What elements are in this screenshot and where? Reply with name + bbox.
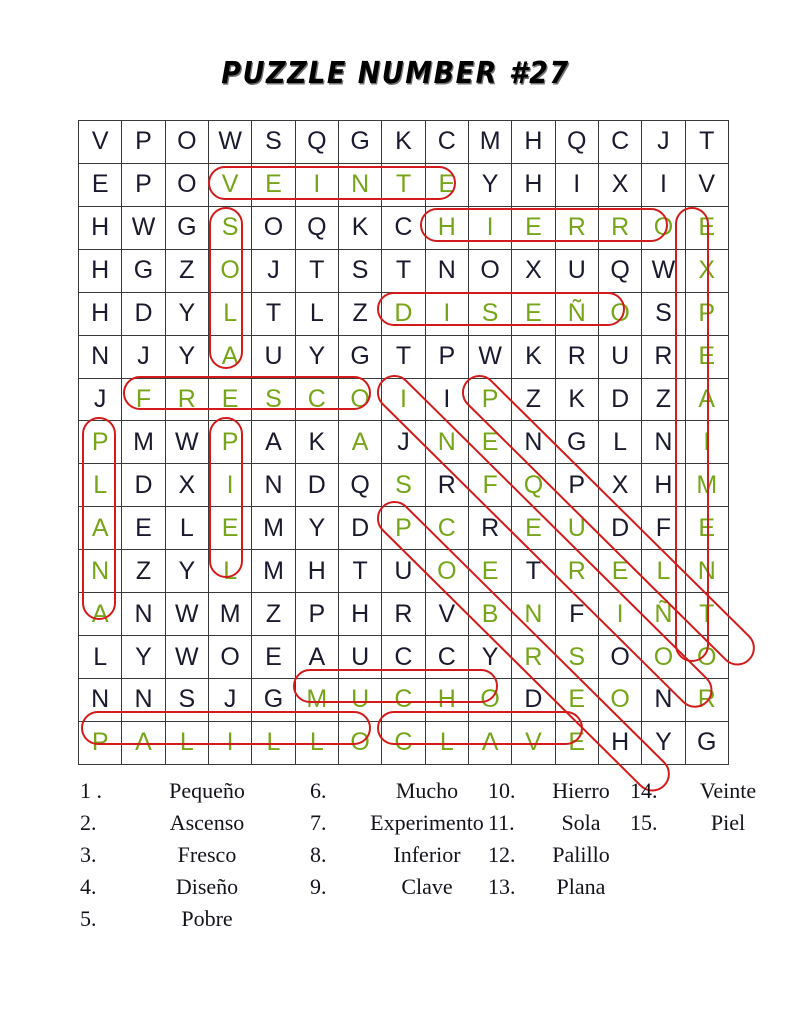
grid-cell[interactable]: G: [685, 721, 728, 764]
grid-cell[interactable]: N: [338, 163, 381, 206]
grid-cell[interactable]: W: [165, 636, 208, 679]
grid-cell[interactable]: S: [555, 636, 598, 679]
grid-cell[interactable]: E: [512, 206, 555, 249]
grid-cell[interactable]: R: [598, 206, 641, 249]
grid-cell[interactable]: C: [598, 121, 641, 164]
grid-cell[interactable]: J: [382, 421, 425, 464]
grid-cell[interactable]: Z: [252, 593, 295, 636]
grid-cell[interactable]: P: [555, 464, 598, 507]
word-list-item: [488, 810, 628, 842]
grid-cell[interactable]: E: [685, 335, 728, 378]
grid-row: [79, 163, 729, 206]
grid-cell[interactable]: C: [425, 121, 468, 164]
grid-cell[interactable]: T: [252, 292, 295, 335]
grid-cell[interactable]: Y: [165, 550, 208, 593]
grid-cell[interactable]: T: [685, 121, 728, 164]
word-list-item-word: Fresco: [177, 842, 237, 867]
grid-cell[interactable]: L: [165, 721, 208, 764]
grid-cell[interactable]: Ñ: [555, 292, 598, 335]
grid-cell[interactable]: O: [165, 163, 208, 206]
word-list-item-number: 7.: [310, 810, 327, 835]
grid-cell[interactable]: C: [382, 206, 425, 249]
grid-cell[interactable]: D: [598, 378, 641, 421]
grid-cell[interactable]: W: [122, 206, 165, 249]
grid-cell[interactable]: U: [338, 678, 381, 721]
grid-cell[interactable]: O: [598, 678, 641, 721]
word-list-item-number: 8.: [310, 842, 327, 867]
grid-cell[interactable]: K: [555, 378, 598, 421]
grid-cell[interactable]: E: [208, 378, 251, 421]
grid-cell[interactable]: Q: [338, 464, 381, 507]
letter-grid-table: [78, 120, 729, 765]
grid-row: [79, 378, 729, 421]
grid-cell[interactable]: B: [468, 593, 511, 636]
grid-cell[interactable]: K: [512, 335, 555, 378]
grid-cell[interactable]: R: [642, 335, 685, 378]
grid-cell[interactable]: A: [338, 421, 381, 464]
grid-cell[interactable]: A: [79, 507, 122, 550]
grid-cell[interactable]: H: [598, 721, 641, 764]
grid-cell[interactable]: U: [252, 335, 295, 378]
grid-cell[interactable]: H: [338, 593, 381, 636]
word-list-item-number: 3.: [80, 842, 97, 867]
word-list-item-word: Mucho: [395, 778, 459, 803]
word-list-item-number: 6.: [310, 778, 327, 803]
grid-cell[interactable]: L: [295, 292, 338, 335]
grid-cell[interactable]: S: [468, 292, 511, 335]
grid-cell[interactable]: J: [208, 678, 251, 721]
grid-cell[interactable]: E: [685, 206, 728, 249]
grid-cell[interactable]: R: [512, 636, 555, 679]
grid-cell[interactable]: S: [252, 378, 295, 421]
grid-cell[interactable]: A: [122, 721, 165, 764]
word-list-column-2: [310, 778, 510, 906]
grid-cell[interactable]: D: [598, 507, 641, 550]
grid-cell[interactable]: G: [252, 678, 295, 721]
grid-cell[interactable]: H: [425, 206, 468, 249]
grid-cell[interactable]: Y: [122, 636, 165, 679]
grid-cell[interactable]: P: [122, 121, 165, 164]
grid-cell[interactable]: H: [512, 121, 555, 164]
grid-cell[interactable]: G: [338, 121, 381, 164]
grid-cell[interactable]: D: [122, 292, 165, 335]
word-list-item: [80, 906, 290, 938]
grid-cell[interactable]: H: [512, 163, 555, 206]
grid-row: [79, 507, 729, 550]
grid-cell[interactable]: R: [555, 335, 598, 378]
word-list-item-word: Palillo: [552, 842, 610, 867]
grid-cell[interactable]: L: [208, 550, 251, 593]
grid-row: [79, 292, 729, 335]
grid-cell[interactable]: S: [338, 249, 381, 292]
grid-cell[interactable]: F: [122, 378, 165, 421]
grid-cell[interactable]: E: [512, 292, 555, 335]
grid-cell[interactable]: T: [382, 163, 425, 206]
grid-cell[interactable]: H: [79, 249, 122, 292]
grid-cell[interactable]: E: [208, 507, 251, 550]
grid-row: [79, 636, 729, 679]
grid-cell[interactable]: T: [295, 249, 338, 292]
grid-cell[interactable]: N: [685, 550, 728, 593]
grid-cell[interactable]: E: [555, 678, 598, 721]
grid-cell[interactable]: Y: [295, 335, 338, 378]
word-list-item: [80, 842, 290, 874]
grid-cell[interactable]: P: [122, 163, 165, 206]
word-list-item-number: 4.: [80, 874, 97, 899]
grid-cell[interactable]: L: [425, 721, 468, 764]
grid-cell[interactable]: I: [208, 464, 251, 507]
word-list-item-number: 12.: [488, 842, 516, 867]
grid-cell[interactable]: J: [79, 378, 122, 421]
grid-cell[interactable]: I: [685, 421, 728, 464]
grid-cell[interactable]: Z: [165, 249, 208, 292]
word-search-grid[interactable]: [78, 120, 718, 757]
grid-cell[interactable]: U: [338, 636, 381, 679]
grid-row: [79, 550, 729, 593]
grid-cell[interactable]: O: [338, 721, 381, 764]
grid-cell[interactable]: N: [122, 593, 165, 636]
grid-cell[interactable]: Q: [598, 249, 641, 292]
word-list-item-number: 15.: [630, 810, 658, 835]
grid-cell[interactable]: Z: [122, 550, 165, 593]
grid-cell[interactable]: Y: [295, 507, 338, 550]
grid-cell[interactable]: J: [252, 249, 295, 292]
grid-cell[interactable]: O: [598, 636, 641, 679]
grid-cell[interactable]: A: [295, 636, 338, 679]
grid-cell[interactable]: X: [165, 464, 208, 507]
grid-cell[interactable]: I: [598, 593, 641, 636]
word-list-item-word: Sola: [561, 810, 601, 835]
page-title: PUZZLE NUMBER #27: [221, 56, 570, 91]
grid-cell[interactable]: Q: [555, 121, 598, 164]
grid-cell[interactable]: O: [208, 636, 251, 679]
grid-cell[interactable]: V: [685, 163, 728, 206]
grid-cell[interactable]: Q: [295, 206, 338, 249]
grid-cell[interactable]: N: [79, 550, 122, 593]
grid-cell[interactable]: R: [425, 464, 468, 507]
grid-row: [79, 121, 729, 164]
grid-cell[interactable]: E: [598, 550, 641, 593]
grid-cell[interactable]: O: [425, 550, 468, 593]
grid-cell[interactable]: L: [79, 636, 122, 679]
grid-cell[interactable]: N: [79, 335, 122, 378]
grid-cell[interactable]: U: [598, 335, 641, 378]
grid-row: [79, 206, 729, 249]
word-list-item-number: 10.: [488, 778, 516, 803]
grid-cell[interactable]: E: [468, 421, 511, 464]
grid-cell[interactable]: L: [208, 292, 251, 335]
grid-cell[interactable]: N: [252, 464, 295, 507]
grid-cell[interactable]: I: [468, 206, 511, 249]
grid-cell[interactable]: S: [642, 292, 685, 335]
grid-cell[interactable]: E: [685, 507, 728, 550]
word-list-item-number: 13.: [488, 874, 516, 899]
grid-cell[interactable]: S: [252, 121, 295, 164]
grid-cell[interactable]: H: [79, 206, 122, 249]
word-list-item: [630, 778, 780, 810]
word-list-item-word: Experimento: [370, 810, 484, 835]
grid-cell[interactable]: H: [79, 292, 122, 335]
grid-cell[interactable]: E: [252, 636, 295, 679]
word-list-item-number: 11.: [488, 810, 515, 835]
word-list-item: [310, 778, 510, 810]
grid-cell[interactable]: F: [555, 593, 598, 636]
grid-cell[interactable]: P: [425, 335, 468, 378]
grid-cell[interactable]: D: [512, 678, 555, 721]
word-list-item-number: 5.: [80, 906, 97, 931]
grid-cell[interactable]: S: [208, 206, 251, 249]
grid-cell[interactable]: C: [425, 507, 468, 550]
grid-cell[interactable]: O: [252, 206, 295, 249]
grid-cell[interactable]: A: [79, 593, 122, 636]
word-list-item-word: Clave: [401, 874, 453, 899]
grid-cell[interactable]: F: [642, 507, 685, 550]
word-list-item-word: Veinte: [699, 778, 757, 803]
grid-cell[interactable]: I: [382, 378, 425, 421]
grid-cell[interactable]: O: [642, 206, 685, 249]
word-list-column-4: [630, 778, 780, 842]
grid-cell[interactable]: P: [382, 507, 425, 550]
grid-cell[interactable]: P: [685, 292, 728, 335]
grid-cell[interactable]: T: [338, 550, 381, 593]
grid-row: [79, 335, 729, 378]
grid-row: [79, 721, 729, 764]
grid-cell[interactable]: P: [468, 378, 511, 421]
grid-cell[interactable]: N: [122, 678, 165, 721]
grid-cell[interactable]: T: [685, 593, 728, 636]
grid-cell[interactable]: P: [79, 721, 122, 764]
grid-cell[interactable]: P: [208, 421, 251, 464]
grid-cell[interactable]: O: [468, 249, 511, 292]
grid-cell[interactable]: A: [685, 378, 728, 421]
grid-cell[interactable]: K: [382, 121, 425, 164]
grid-cell[interactable]: Y: [165, 335, 208, 378]
grid-cell[interactable]: E: [512, 507, 555, 550]
grid-cell[interactable]: Z: [642, 378, 685, 421]
grid-cell[interactable]: N: [425, 249, 468, 292]
word-list-item: [310, 810, 510, 842]
word-list-column-3: [488, 778, 628, 906]
grid-cell[interactable]: R: [165, 378, 208, 421]
word-list-item-number: 14.: [630, 778, 658, 803]
grid-cell[interactable]: E: [555, 721, 598, 764]
grid-cell[interactable]: C: [382, 678, 425, 721]
word-list-item-word: Pequeño: [169, 778, 245, 803]
grid-cell[interactable]: V: [208, 163, 251, 206]
grid-cell[interactable]: N: [642, 421, 685, 464]
grid-cell[interactable]: G: [555, 421, 598, 464]
grid-cell[interactable]: O: [208, 249, 251, 292]
grid-cell[interactable]: N: [425, 421, 468, 464]
grid-cell[interactable]: K: [295, 421, 338, 464]
grid-cell[interactable]: H: [295, 550, 338, 593]
grid-cell[interactable]: M: [208, 593, 251, 636]
word-list-item: [80, 778, 290, 810]
word-list-item-number: 2.: [80, 810, 97, 835]
grid-cell[interactable]: L: [598, 421, 641, 464]
grid-cell[interactable]: Y: [468, 636, 511, 679]
grid-cell[interactable]: G: [165, 206, 208, 249]
grid-cell[interactable]: Q: [295, 121, 338, 164]
grid-cell[interactable]: G: [338, 335, 381, 378]
grid-cell[interactable]: U: [382, 550, 425, 593]
grid-cell[interactable]: W: [165, 593, 208, 636]
word-list-item-word: Inferior: [393, 842, 461, 867]
grid-cell[interactable]: E: [122, 507, 165, 550]
grid-cell[interactable]: X: [598, 464, 641, 507]
grid-cell[interactable]: L: [79, 464, 122, 507]
grid-cell[interactable]: Y: [468, 163, 511, 206]
grid-row: [79, 464, 729, 507]
grid-cell[interactable]: N: [512, 421, 555, 464]
grid-cell[interactable]: C: [425, 636, 468, 679]
grid-cell[interactable]: R: [382, 593, 425, 636]
grid-cell[interactable]: A: [208, 335, 251, 378]
grid-cell[interactable]: L: [642, 550, 685, 593]
grid-cell[interactable]: R: [555, 206, 598, 249]
grid-cell[interactable]: O: [165, 121, 208, 164]
grid-cell[interactable]: C: [382, 636, 425, 679]
grid-row: [79, 421, 729, 464]
grid-cell[interactable]: T: [382, 249, 425, 292]
grid-cell[interactable]: W: [642, 249, 685, 292]
grid-cell[interactable]: Q: [512, 464, 555, 507]
grid-cell[interactable]: D: [382, 292, 425, 335]
grid-cell[interactable]: F: [468, 464, 511, 507]
grid-cell[interactable]: Z: [338, 292, 381, 335]
word-list-item: [310, 842, 510, 874]
word-list-item: [310, 874, 510, 906]
word-list-item-word: Plana: [556, 874, 606, 899]
word-list-item: [80, 810, 290, 842]
grid-cell[interactable]: R: [555, 550, 598, 593]
grid-cell[interactable]: Y: [165, 292, 208, 335]
grid-cell[interactable]: Z: [512, 378, 555, 421]
grid-cell[interactable]: A: [468, 721, 511, 764]
grid-cell[interactable]: H: [642, 464, 685, 507]
grid-cell[interactable]: R: [685, 678, 728, 721]
grid-cell[interactable]: O: [598, 292, 641, 335]
grid-cell[interactable]: O: [338, 378, 381, 421]
grid-cell[interactable]: I: [555, 163, 598, 206]
grid-cell[interactable]: E: [425, 163, 468, 206]
grid-cell[interactable]: J: [642, 121, 685, 164]
grid-cell[interactable]: R: [468, 507, 511, 550]
grid-cell[interactable]: O: [642, 636, 685, 679]
grid-cell[interactable]: D: [295, 464, 338, 507]
grid-cell[interactable]: P: [79, 421, 122, 464]
grid-cell[interactable]: O: [468, 678, 511, 721]
word-list-item-word: Ascenso: [169, 810, 245, 835]
word-list-item-word: Diseño: [175, 874, 239, 899]
grid-cell[interactable]: N: [79, 678, 122, 721]
grid-row: [79, 593, 729, 636]
grid-cell[interactable]: E: [468, 550, 511, 593]
grid-cell[interactable]: N: [512, 593, 555, 636]
grid-cell[interactable]: L: [165, 507, 208, 550]
grid-cell[interactable]: W: [208, 121, 251, 164]
grid-cell[interactable]: Y: [642, 721, 685, 764]
grid-cell[interactable]: L: [295, 721, 338, 764]
grid-cell[interactable]: G: [122, 249, 165, 292]
word-list-item: [488, 778, 628, 810]
grid-cell[interactable]: T: [382, 335, 425, 378]
grid-cell[interactable]: T: [512, 550, 555, 593]
word-list-item-word: Pobre: [181, 906, 233, 931]
word-list-item: [630, 810, 780, 842]
grid-cell[interactable]: O: [685, 636, 728, 679]
grid-cell[interactable]: D: [122, 464, 165, 507]
grid-cell[interactable]: E: [252, 163, 295, 206]
grid-cell[interactable]: V: [79, 121, 122, 164]
grid-cell[interactable]: I: [295, 163, 338, 206]
word-list-item-number: 9.: [310, 874, 327, 899]
word-list-column-1: [80, 778, 290, 938]
grid-cell[interactable]: J: [122, 335, 165, 378]
grid-cell[interactable]: U: [555, 507, 598, 550]
grid-cell[interactable]: M: [295, 678, 338, 721]
word-list-item: [80, 874, 290, 906]
word-list-item: [488, 874, 628, 906]
grid-cell[interactable]: C: [382, 721, 425, 764]
grid-cell[interactable]: A: [252, 421, 295, 464]
grid-cell[interactable]: M: [122, 421, 165, 464]
grid-cell[interactable]: H: [425, 678, 468, 721]
grid-cell[interactable]: W: [165, 421, 208, 464]
grid-cell[interactable]: I: [425, 378, 468, 421]
grid-cell[interactable]: M: [252, 507, 295, 550]
grid-cell[interactable]: V: [512, 721, 555, 764]
word-list-item: [488, 842, 628, 874]
grid-cell[interactable]: W: [468, 335, 511, 378]
grid-cell[interactable]: E: [79, 163, 122, 206]
grid-cell[interactable]: X: [598, 163, 641, 206]
grid-cell[interactable]: S: [382, 464, 425, 507]
word-list-item-word: Hierro: [552, 778, 610, 803]
grid-cell[interactable]: X: [512, 249, 555, 292]
grid-cell[interactable]: Ñ: [642, 593, 685, 636]
grid-cell[interactable]: S: [165, 678, 208, 721]
grid-cell[interactable]: I: [425, 292, 468, 335]
grid-row: [79, 249, 729, 292]
grid-row: [79, 678, 729, 721]
grid-cell[interactable]: M: [685, 464, 728, 507]
word-list: [70, 778, 757, 948]
grid-cell[interactable]: M: [252, 550, 295, 593]
grid-cell[interactable]: M: [468, 121, 511, 164]
grid-cell[interactable]: I: [208, 721, 251, 764]
grid-cell[interactable]: L: [252, 721, 295, 764]
grid-cell[interactable]: D: [338, 507, 381, 550]
grid-cell[interactable]: P: [295, 593, 338, 636]
grid-cell[interactable]: X: [685, 249, 728, 292]
grid-cell[interactable]: I: [642, 163, 685, 206]
grid-cell[interactable]: V: [425, 593, 468, 636]
grid-cell[interactable]: U: [555, 249, 598, 292]
grid-cell[interactable]: N: [642, 678, 685, 721]
word-list-item-number: 1 .: [80, 778, 102, 803]
word-list-item-word: Piel: [710, 810, 746, 835]
grid-cell[interactable]: C: [295, 378, 338, 421]
grid-cell[interactable]: K: [338, 206, 381, 249]
